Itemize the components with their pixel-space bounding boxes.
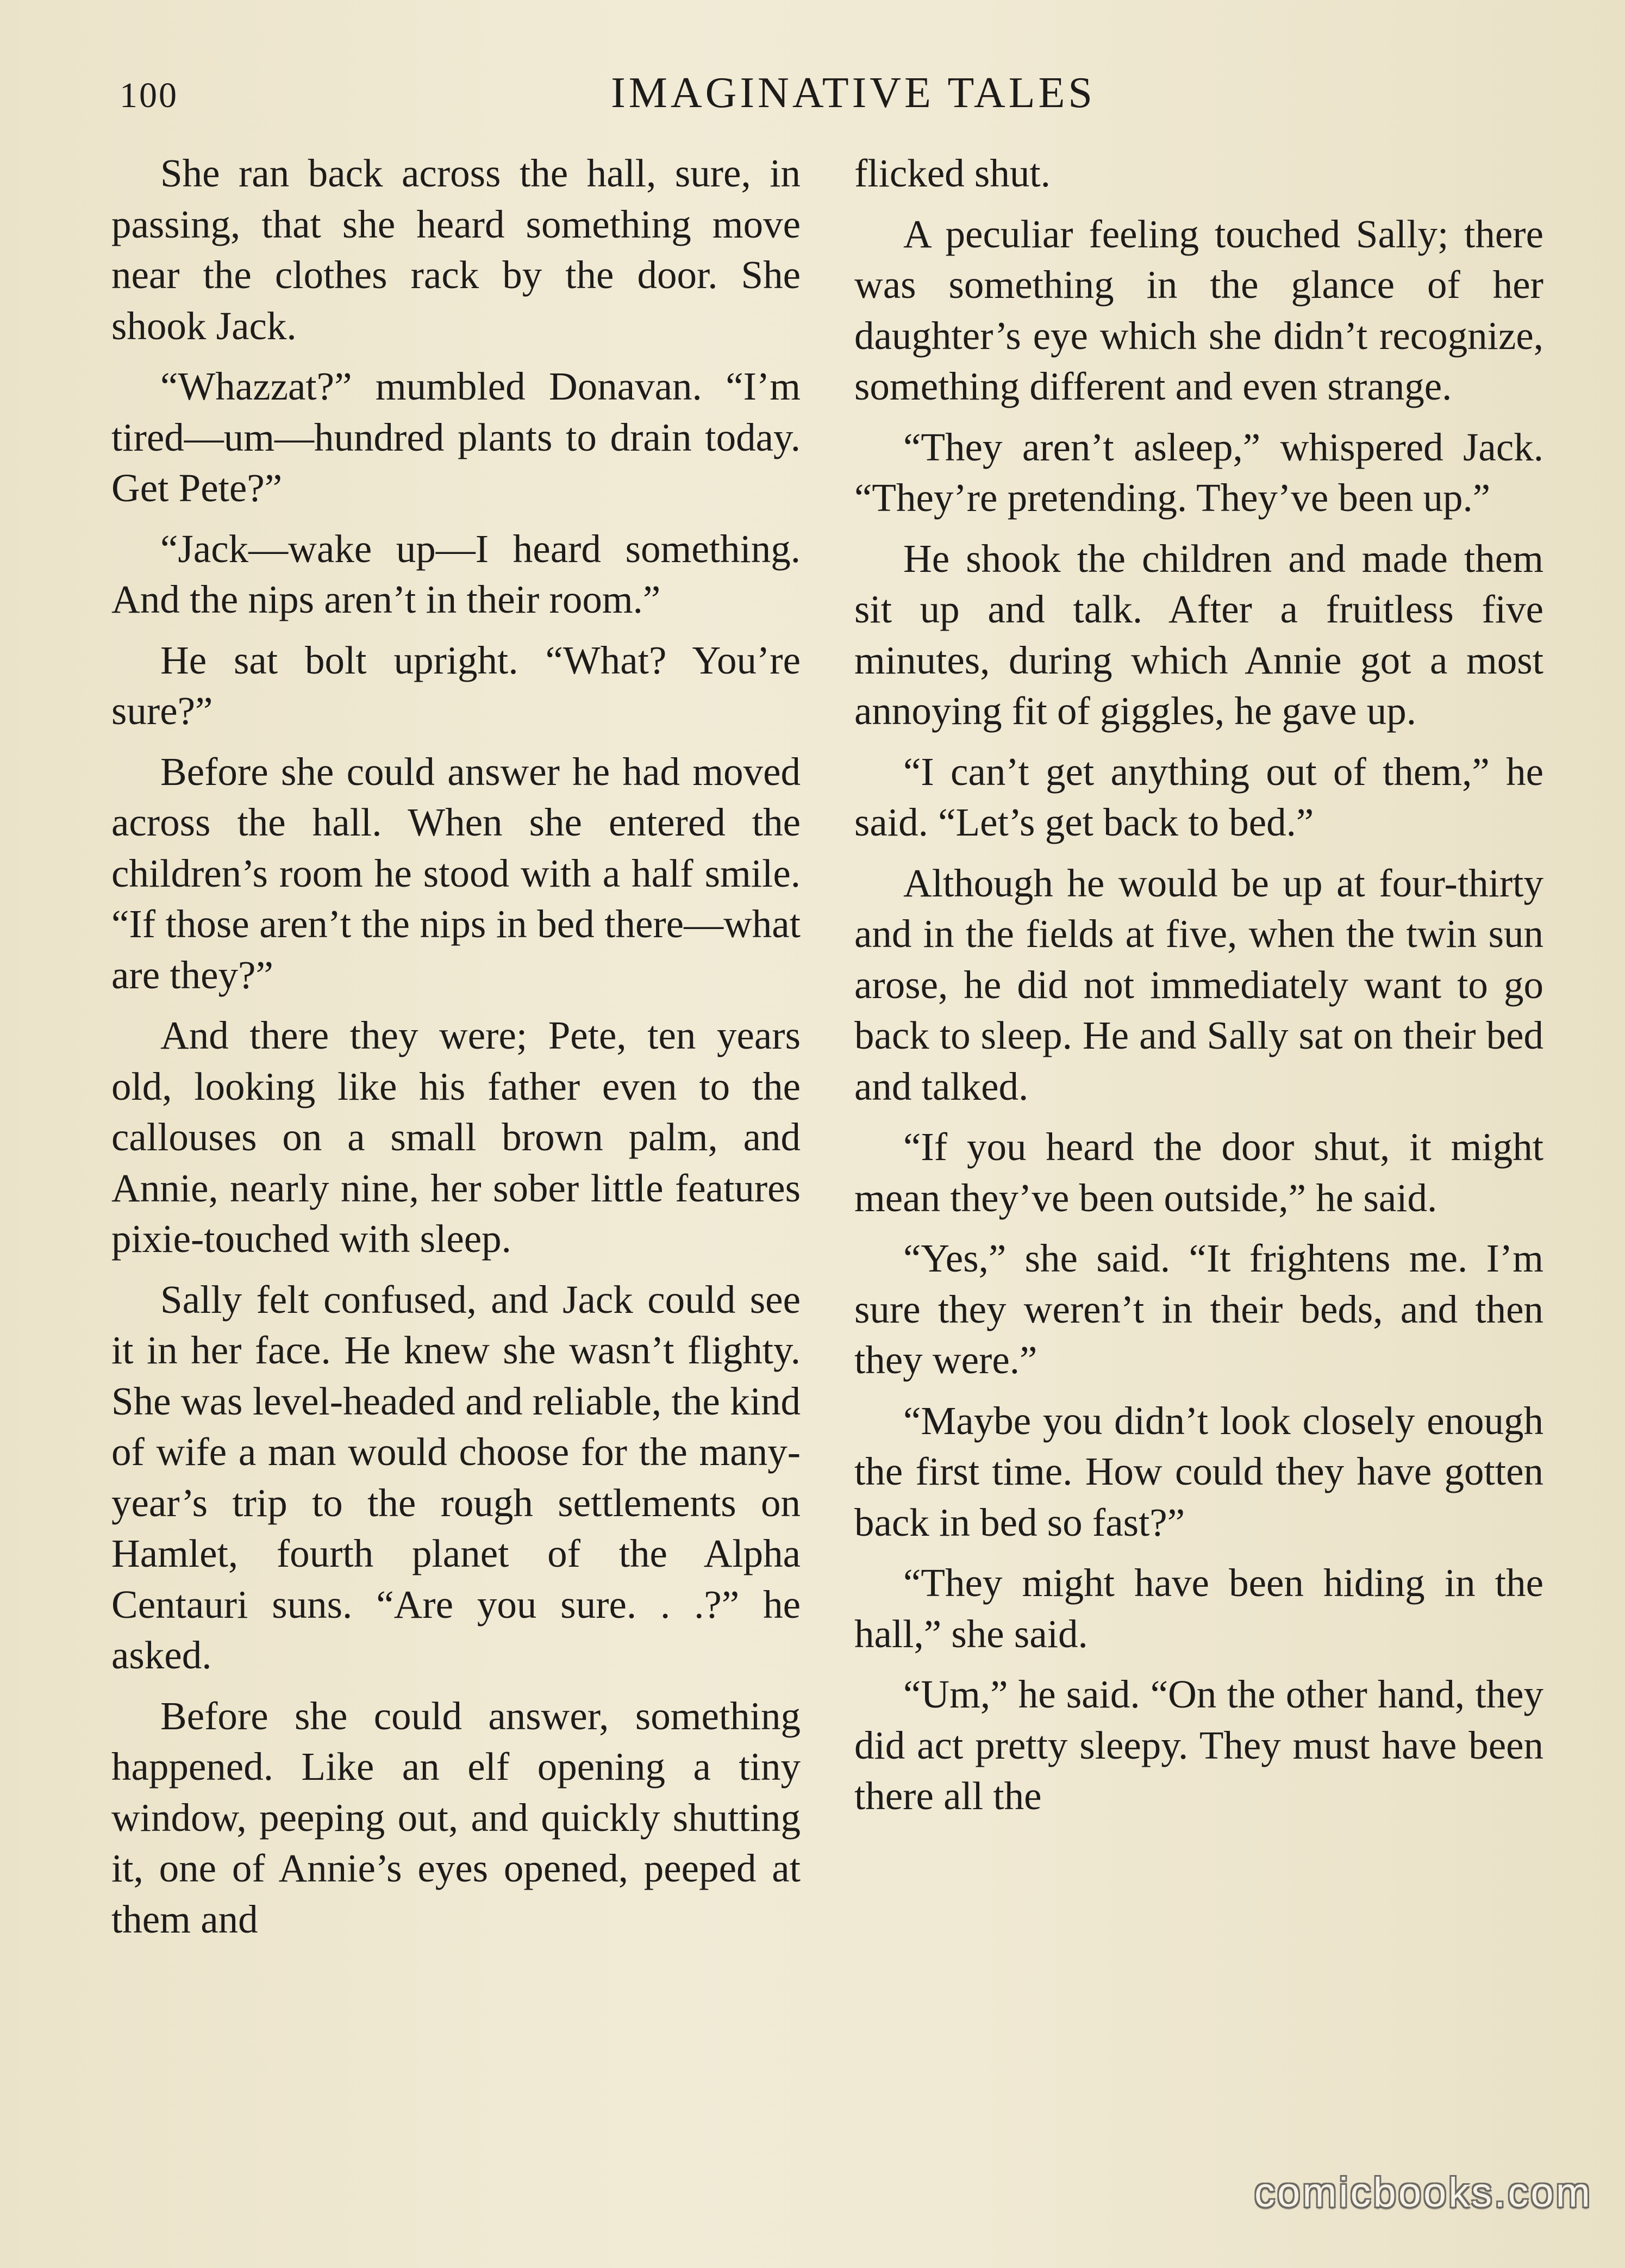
site-watermark: comicbooks.com	[1254, 2170, 1592, 2216]
left-text-column	[111, 148, 801, 1954]
paragraph: “They aren’t asleep,” whispered Jack. “They’re pretending. They’ve been up.”	[854, 425, 1543, 520]
paragraph: “Um,” he said. “On the other hand, they did act pretty sleepy. They must have been there all the	[854, 1672, 1543, 1818]
paragraph: “Yes,” she said. “It frightens me. I’m sure they weren’t in their beds, and then they were.”	[854, 1236, 1543, 1382]
paragraph: He sat bolt upright. “What? You’re sure?”	[111, 638, 801, 733]
paragraph: And there they were; Pete, ten years old, looking like his father even to the callouses on a small brown palm, and Annie, nearly nine, her sober little features pixie-touched with sleep.	[111, 1013, 801, 1261]
paragraph: “Whazzat?” mumbled Donavan. “I’m tired—um—hundred plants to drain today. Get Pete?”	[111, 364, 801, 510]
paragraph: “Maybe you didn’t look closely enough the first time. How could they have gotten back in bed so fast?”	[854, 1398, 1543, 1544]
paragraph: “They might have been hiding in the hall,” she said.	[854, 1561, 1543, 1656]
paragraph: “If you heard the door shut, it might mean they’ve been outside,” he said.	[854, 1125, 1543, 1220]
right-text-column	[854, 148, 1543, 1831]
paragraph: Before she could answer, something happened. Like an elf opening a tiny window, peeping out, and quickly shutting it, one of Annie’s eyes opened, peeped at them and	[111, 1693, 801, 1941]
paragraph: He shook the children and made them sit up and talk. After a fruitless five minutes, during which Annie got a most annoying fit of giggles, he gave up.	[854, 536, 1543, 733]
paragraph: “Jack—wake up—I heard something. And the nips aren’t in their room.”	[111, 526, 801, 621]
paragraph: Sally felt confused, and Jack could see it in her face. He knew she wasn’t flighty. She was level-headed and reliable, the kind of wife a man would choose for the many-year’s trip to the rough settlements on Hamlet, fourth planet of the Alpha Centauri suns. “Are you sure. . .?” he asked.	[111, 1277, 801, 1677]
paragraph: Although he would be up at four-thirty and in the fields at five, when the twin sun arose, he did not immediately want to go back to sleep. He and Sally sat on their bed and talked.	[854, 861, 1543, 1108]
page-header	[111, 64, 1524, 124]
paragraph: “I can’t get anything out of them,” he said. “Let’s get back to bed.”	[854, 749, 1543, 844]
paragraph: Before she could answer he had moved across the hall. When she entered the children’s room he stood with a half smile. “If those aren’t the nips in bed there—what are they?”	[111, 749, 801, 997]
paragraph-continuation: flicked shut.	[854, 151, 1051, 195]
page-number: 100	[120, 76, 178, 115]
paragraph: A peculiar feeling touched Sally; there was something in the glance of her daughter’s eye which she didn’t recognize, something different and even strange.	[854, 211, 1543, 408]
paragraph: She ran back across the hall, sure, in passing, that she heard something move near the clothes rack by the door. She shook Jack.	[111, 151, 801, 348]
running-head-title: IMAGINATIVE TALES	[611, 69, 1096, 117]
